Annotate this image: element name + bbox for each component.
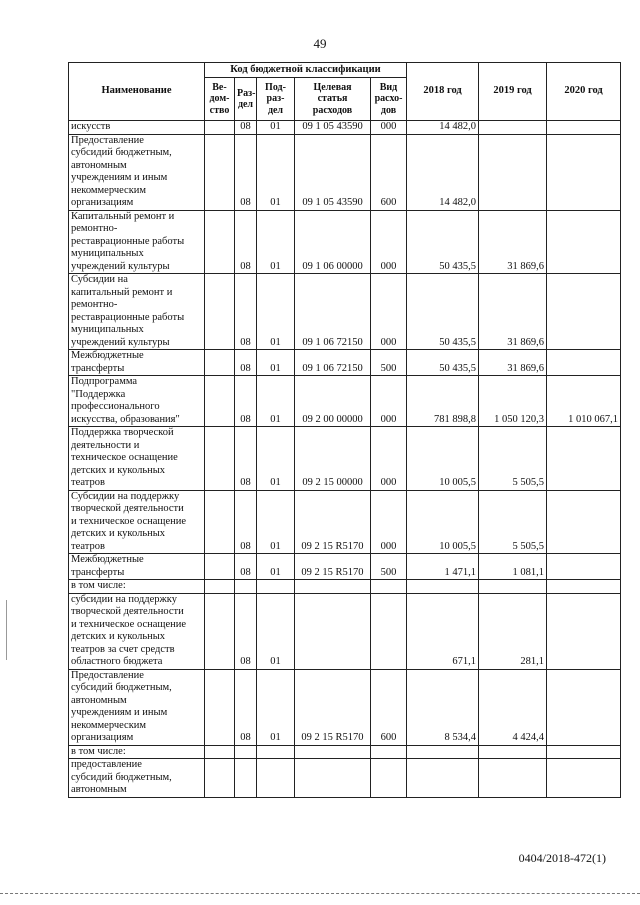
cell-type: 000 bbox=[371, 427, 407, 491]
cell-sec: 08 bbox=[235, 274, 257, 350]
table-row bbox=[69, 554, 621, 580]
cell-y2018: 671,1 bbox=[407, 593, 479, 669]
budget-table bbox=[68, 62, 621, 798]
cell-name: Межбюджетные трансферты bbox=[69, 554, 205, 580]
cell-sec: 08 bbox=[235, 427, 257, 491]
cell-y2019: 31 869,6 bbox=[479, 350, 547, 376]
cell-type: 500 bbox=[371, 554, 407, 580]
table-row bbox=[69, 593, 621, 669]
cell-sec: 08 bbox=[235, 554, 257, 580]
cell-y2020 bbox=[547, 350, 621, 376]
cell-sec: 08 bbox=[235, 121, 257, 135]
table-row bbox=[69, 350, 621, 376]
cell-sec bbox=[235, 745, 257, 759]
cell-sub: 01 bbox=[257, 210, 295, 274]
cell-type: 000 bbox=[371, 274, 407, 350]
margin-mark bbox=[6, 600, 7, 660]
cell-type: 000 bbox=[371, 210, 407, 274]
cell-y2018 bbox=[407, 759, 479, 798]
cell-y2018 bbox=[407, 745, 479, 759]
cell-name: субсидии на поддержку творческой деятельности и техническое оснащение детских и кукольных театров за счет средств областного бюджета bbox=[69, 593, 205, 669]
cell-dept bbox=[205, 210, 235, 274]
cell-dept bbox=[205, 580, 235, 594]
cell-y2019: 5 505,5 bbox=[479, 427, 547, 491]
cell-name: Капитальный ремонт и ремонтно- реставрационные работы муниципальных учреждений культуры bbox=[69, 210, 205, 274]
cell-target: 09 2 15 R5170 bbox=[295, 554, 371, 580]
cell-target bbox=[295, 580, 371, 594]
header-target: Целевая статья расходов bbox=[295, 78, 371, 121]
cell-y2020 bbox=[547, 210, 621, 274]
cell-y2018: 1 471,1 bbox=[407, 554, 479, 580]
table-row bbox=[69, 121, 621, 135]
cell-dept bbox=[205, 759, 235, 798]
cell-dept bbox=[205, 490, 235, 554]
cell-y2019 bbox=[479, 134, 547, 210]
cell-name: искусств bbox=[69, 121, 205, 135]
cell-type bbox=[371, 593, 407, 669]
header-2019: 2019 год bbox=[479, 63, 547, 121]
cell-y2019 bbox=[479, 121, 547, 135]
cell-y2019 bbox=[479, 745, 547, 759]
cell-sub: 01 bbox=[257, 490, 295, 554]
header-2020: 2020 год bbox=[547, 63, 621, 121]
cell-y2020 bbox=[547, 580, 621, 594]
cell-target: 09 2 15 R5170 bbox=[295, 669, 371, 745]
cell-sec: 08 bbox=[235, 376, 257, 427]
cell-sec: 08 bbox=[235, 134, 257, 210]
table-row bbox=[69, 490, 621, 554]
cell-dept bbox=[205, 554, 235, 580]
cell-target bbox=[295, 759, 371, 798]
cell-y2018: 14 482,0 bbox=[407, 134, 479, 210]
cell-dept bbox=[205, 593, 235, 669]
cell-dept bbox=[205, 669, 235, 745]
cell-dept bbox=[205, 376, 235, 427]
cell-y2018: 10 005,5 bbox=[407, 490, 479, 554]
table-row bbox=[69, 210, 621, 274]
cell-sub bbox=[257, 580, 295, 594]
cell-dept bbox=[205, 427, 235, 491]
cell-sec: 08 bbox=[235, 350, 257, 376]
cell-y2020 bbox=[547, 554, 621, 580]
cell-sub: 01 bbox=[257, 274, 295, 350]
document-code: 0404/2018-472(1) bbox=[518, 851, 606, 865]
cell-type: 000 bbox=[371, 490, 407, 554]
table-row bbox=[69, 669, 621, 745]
header-subsection: Под- раз- дел bbox=[257, 78, 295, 121]
cell-y2020 bbox=[547, 427, 621, 491]
cell-y2020 bbox=[547, 490, 621, 554]
cell-y2019: 5 505,5 bbox=[479, 490, 547, 554]
cell-sub: 01 bbox=[257, 376, 295, 427]
cell-y2019: 1 081,1 bbox=[479, 554, 547, 580]
cell-target bbox=[295, 593, 371, 669]
cell-sub: 01 bbox=[257, 669, 295, 745]
cell-name: Поддержка творческой деятельности и техническое оснащение детских и кукольных театров bbox=[69, 427, 205, 491]
cell-sub: 01 bbox=[257, 593, 295, 669]
cell-y2019 bbox=[479, 580, 547, 594]
cell-y2020 bbox=[547, 669, 621, 745]
cell-sec bbox=[235, 580, 257, 594]
cell-name: Предоставление субсидий бюджетным, автономным учреждениям и иным некоммерческим организациям bbox=[69, 134, 205, 210]
cell-y2020 bbox=[547, 745, 621, 759]
cell-target: 09 1 06 72150 bbox=[295, 350, 371, 376]
header-section: Раз- дел bbox=[235, 78, 257, 121]
cell-type: 500 bbox=[371, 350, 407, 376]
cell-y2018: 50 435,5 bbox=[407, 274, 479, 350]
cell-y2020: 1 010 067,1 bbox=[547, 376, 621, 427]
cell-dept bbox=[205, 745, 235, 759]
cell-target: 09 2 15 00000 bbox=[295, 427, 371, 491]
cell-dept bbox=[205, 274, 235, 350]
cell-name: Субсидии на капитальный ремонт и ремонтно- реставрационные работы муниципальных учреждений культуры bbox=[69, 274, 205, 350]
cell-y2018: 8 534,4 bbox=[407, 669, 479, 745]
table-row bbox=[69, 745, 621, 759]
cell-sub bbox=[257, 759, 295, 798]
header-2018: 2018 год bbox=[407, 63, 479, 121]
cell-type bbox=[371, 745, 407, 759]
cell-y2020 bbox=[547, 134, 621, 210]
cell-y2019: 4 424,4 bbox=[479, 669, 547, 745]
cell-y2018 bbox=[407, 580, 479, 594]
cell-sec: 08 bbox=[235, 210, 257, 274]
cell-y2018: 10 005,5 bbox=[407, 427, 479, 491]
cell-type bbox=[371, 759, 407, 798]
header-name: Наименование bbox=[69, 63, 205, 121]
cell-y2020 bbox=[547, 274, 621, 350]
cell-type: 000 bbox=[371, 376, 407, 427]
cell-y2019: 1 050 120,3 bbox=[479, 376, 547, 427]
page-number: 49 bbox=[313, 36, 327, 51]
cell-sub: 01 bbox=[257, 350, 295, 376]
cell-type: 600 bbox=[371, 134, 407, 210]
cell-sec: 08 bbox=[235, 593, 257, 669]
cell-name: Субсидии на поддержку творческой деятельности и техническое оснащение детских и кукольных театров bbox=[69, 490, 205, 554]
cell-sec: 08 bbox=[235, 669, 257, 745]
header-dept: Ве- дом- ство bbox=[205, 78, 235, 121]
cell-type bbox=[371, 580, 407, 594]
cell-target: 09 2 15 R5170 bbox=[295, 490, 371, 554]
cell-target: 09 2 00 00000 bbox=[295, 376, 371, 427]
cell-type: 000 bbox=[371, 121, 407, 135]
table-row bbox=[69, 376, 621, 427]
header-expense-type: Вид расхо- дов bbox=[371, 78, 407, 121]
cell-y2019: 281,1 bbox=[479, 593, 547, 669]
cell-y2019: 31 869,6 bbox=[479, 210, 547, 274]
cell-name: в том числе: bbox=[69, 580, 205, 594]
bottom-rule bbox=[0, 893, 640, 894]
cell-name: Предоставление субсидий бюджетным, автономным учреждениям и иным некоммерческим организациям bbox=[69, 669, 205, 745]
table-row bbox=[69, 134, 621, 210]
cell-target: 09 1 06 00000 bbox=[295, 210, 371, 274]
cell-y2019 bbox=[479, 759, 547, 798]
cell-sub: 01 bbox=[257, 121, 295, 135]
cell-name: в том числе: bbox=[69, 745, 205, 759]
cell-sub: 01 bbox=[257, 134, 295, 210]
cell-name: предоставление субсидий бюджетным, автономным bbox=[69, 759, 205, 798]
cell-dept bbox=[205, 134, 235, 210]
cell-y2018: 50 435,5 bbox=[407, 210, 479, 274]
cell-target bbox=[295, 745, 371, 759]
cell-y2020 bbox=[547, 121, 621, 135]
cell-sec: 08 bbox=[235, 490, 257, 554]
cell-y2018: 50 435,5 bbox=[407, 350, 479, 376]
cell-y2018: 781 898,8 bbox=[407, 376, 479, 427]
cell-sub bbox=[257, 745, 295, 759]
cell-y2018: 14 482,0 bbox=[407, 121, 479, 135]
header-classification-group: Код бюджетной классификации bbox=[205, 63, 407, 78]
cell-target: 09 1 05 43590 bbox=[295, 121, 371, 135]
cell-sub: 01 bbox=[257, 427, 295, 491]
cell-y2019: 31 869,6 bbox=[479, 274, 547, 350]
table-row bbox=[69, 274, 621, 350]
cell-name: Межбюджетные трансферты bbox=[69, 350, 205, 376]
cell-sec bbox=[235, 759, 257, 798]
cell-y2020 bbox=[547, 759, 621, 798]
table-row bbox=[69, 580, 621, 594]
cell-target: 09 1 05 43590 bbox=[295, 134, 371, 210]
table-row bbox=[69, 759, 621, 798]
cell-type: 600 bbox=[371, 669, 407, 745]
table-row bbox=[69, 427, 621, 491]
cell-name: Подпрограмма "Поддержка профессионального искусства, образования" bbox=[69, 376, 205, 427]
cell-dept bbox=[205, 350, 235, 376]
cell-sub: 01 bbox=[257, 554, 295, 580]
cell-target: 09 1 06 72150 bbox=[295, 274, 371, 350]
cell-y2020 bbox=[547, 593, 621, 669]
cell-dept bbox=[205, 121, 235, 135]
